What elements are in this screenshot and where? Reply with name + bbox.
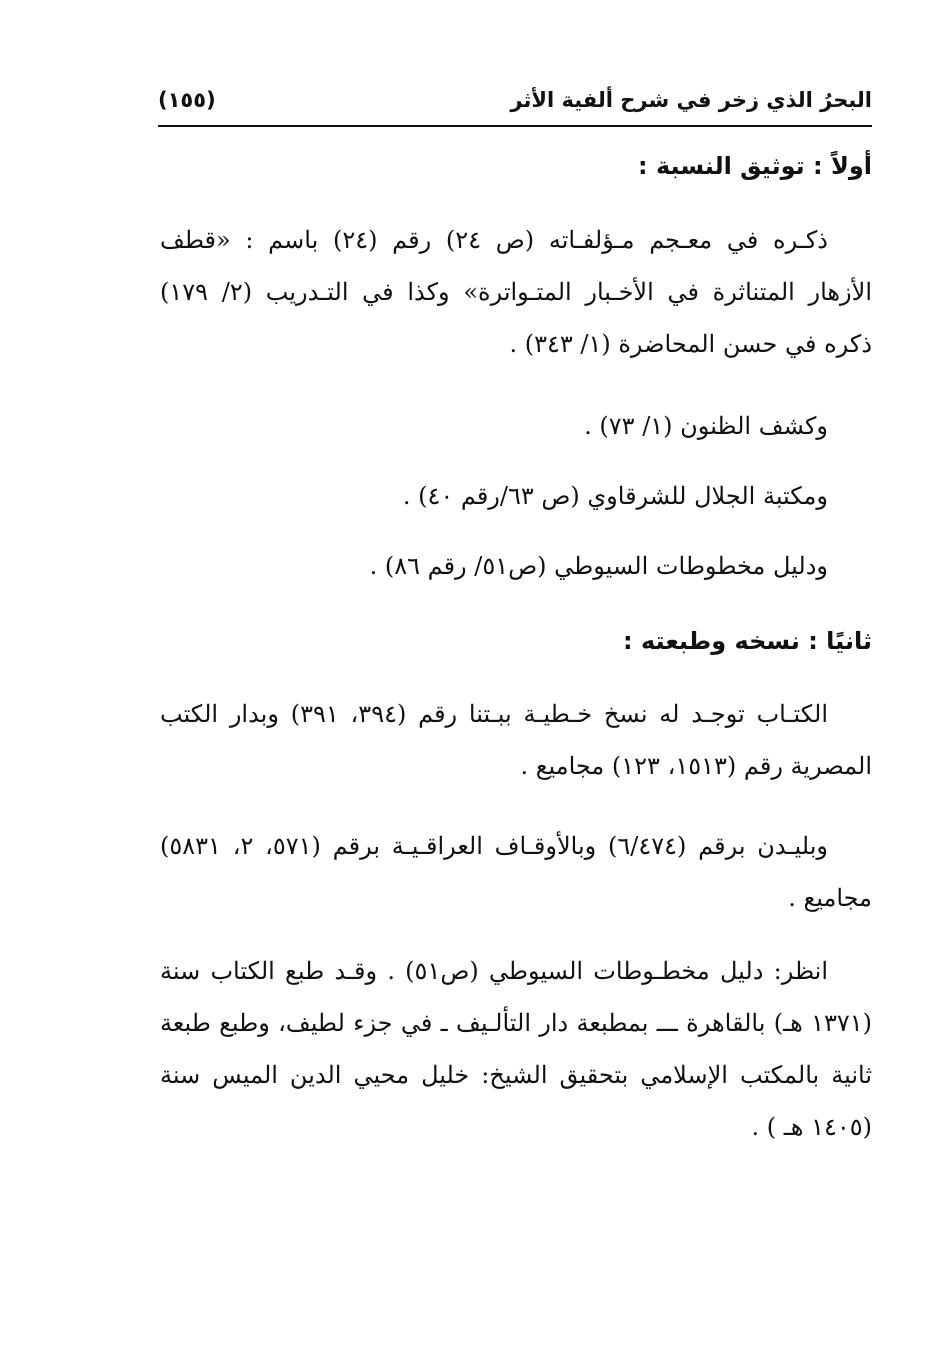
running-header <box>158 80 872 120</box>
section-heading-attribution: أولاً : توثيق النسبة : <box>638 152 872 180</box>
reference-kashf: وكشف الظنون (١/ ٧٣) . <box>584 412 828 440</box>
header-rule <box>158 125 872 127</box>
paragraph-attribution: ذكـره في معـجم مـؤلفـاته (ص ٢٤) رقم (٢٤) باسم : «قطف الأزهار المتناثرة في الأخـبار المتـواترة» وكذا في التـدريب (٢/ ١٧٩) ذكره في حسن المحاضرة (١/ ٣٤٣) . <box>160 226 873 358</box>
page-number: (١٥٥) <box>158 88 216 112</box>
paragraph-leiden: وبليـدن برقم (٦/٤٧٤) وبالأوقـاف العراقـيـة برقم (٥٧١، ٢، ٥٨٣١) مجاميع . <box>160 832 872 912</box>
section-heading-copies: ثانيًا : نسخه وطبعته : <box>623 627 872 655</box>
reference-maktabat-jalal: ومكتبة الجلال للشرقاوي (ص ٦٣/رقم ٤٠) . <box>402 482 828 510</box>
running-title: البحرُ الذي زخر في شرح ألفية الأثر <box>510 88 872 112</box>
paragraph-manuscripts: الكتـاب توجـد له نسخ خـطيـة ببـتنا رقم (٣٩٤، ٣٩١) وبدار الكتب المصرية رقم (١٥١٣، ١٢٣) مجاميع . <box>160 700 872 780</box>
paragraph-editions: انظر: دليل مخطـوطات السيوطي (ص٥١) . وقـد طبع الكتاب سنة (١٣٧١ هـ) بالقاهرة ـــ بمطبعة دار التألـيف ـ في جزء لطيف، وطبع طبعة ثانية بالمكتب الإسلامي بتحقيق الشيخ: خليل محيي الدين الميس سنة (١٤٠٥ هـ ) . <box>160 957 872 1141</box>
reference-dalil: ودليل مخطوطات السيوطي (ص٥١/ رقم ٨٦) . <box>369 552 828 580</box>
